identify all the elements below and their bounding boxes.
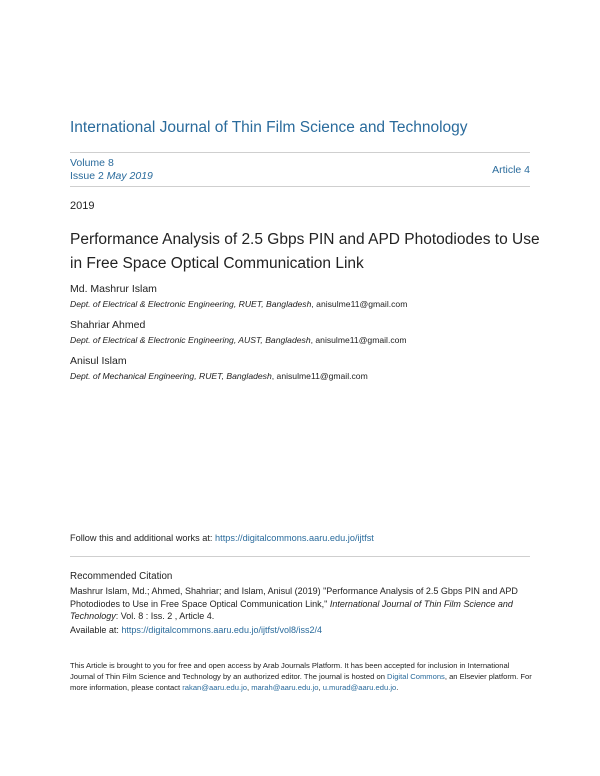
author-affiliation: Dept. of Mechanical Engineering, RUET, Bangladesh, anisulme11@gmail.com [70,371,368,381]
follow-link[interactable]: https://digitalcommons.aaru.edu.jo/ijtfst [215,533,374,543]
available-at-line [70,625,322,635]
author-email: anisulme11@gmail.com [315,335,407,345]
author-block [70,283,550,310]
author-affiliation: Dept. of Electrical & Electronic Engineering, RUET, Bangladesh, anisulme11@gmail.com [70,299,408,309]
author-block [70,319,550,346]
issue-label: Issue 2 [70,170,104,182]
issue-date: May 2019 [106,170,153,182]
author-name: Md. Mashrur Islam [70,283,157,295]
publication-year: 2019 [70,200,95,212]
notice-text: This Article is brought to you for free and open access by Arab Journals Platform. It has been accepted for inclusion in International Journal of Thin Film Science and Technology by an authorized editor. The journal is hosted on [70,661,510,682]
header-divider-bottom [70,186,530,187]
contact-email-link[interactable]: rakan@aaru.edu.jo [182,683,247,693]
available-link[interactable]: https://digitalcommons.aaru.edu.jo/ijtfst/vol8/iss2/4 [121,625,322,635]
available-label: Available at: [70,625,122,635]
digital-commons-link[interactable]: Digital Commons [387,672,445,682]
contact-email-link[interactable]: u.murad@aaru.edu.jo [322,683,397,693]
citation-authors-title: Mashrur Islam, Md.; Ahmed, Shahriar; and Islam, Anisul (2019) "Performance Analysis of 2.5 Gbps PIN and APD Photodiodes to Use in Free Space Optical Communication Link," [70,586,518,609]
citation-journal: International Journal of Thin Film Science and Technology [70,598,513,621]
author-email: anisulme11@gmail.com [316,299,408,309]
author-name: Shahriar Ahmed [70,319,146,331]
access-notice: This Article is brought to you for free and open access by Arab Journals Platform. It has been accepted for inclusion in International Journal of Thin Film Science and Technology by an authorized editor. The journal is hosted on Digital Commons, an Elsevier platform. For more information, please contact rakan@aaru.edu.jo, marah@aaru.edu.jo, u.murad@aaru.edu.jo. [70,661,532,693]
author-block [70,355,550,382]
citation-text [70,585,532,623]
issue-line[interactable] [70,170,153,183]
author-name: Anisul Islam [70,355,127,367]
volume-issue-block [70,157,153,183]
header-divider-top [70,152,530,153]
volume-link[interactable]: Volume 8 [70,157,114,169]
journal-title[interactable]: International Journal of Thin Film Science and Technology [70,119,468,136]
follow-text: Follow this and additional works at: [70,533,216,543]
author-affiliation: Dept. of Electrical & Electronic Engineering, AUST, Bangladesh, anisulme11@gmail.com [70,335,407,345]
author-dept: Dept. of Mechanical Engineering, RUET, Bangladesh [70,371,272,381]
citation-volume: : Vol. 8 : Iss. 2 , Article 4. [115,611,215,621]
author-dept: Dept. of Electrical & Electronic Engineering, AUST, Bangladesh [70,335,311,345]
author-dept: Dept. of Electrical & Electronic Engineering, RUET, Bangladesh [70,299,312,309]
recommended-citation-heading: Recommended Citation [70,571,173,582]
article-title: Performance Analysis of 2.5 Gbps PIN and APD Photodiodes to Use in Free Space Optical Communication Link [70,231,540,272]
article-number[interactable]: Article 4 [492,164,530,176]
notice-text: , an Elsevier platform. For more information, please contact [70,672,532,693]
author-email: anisulme11@gmail.com [276,371,368,381]
follow-line [70,533,374,543]
follow-divider [70,556,530,557]
contact-email-link[interactable]: marah@aaru.edu.jo [251,683,319,693]
